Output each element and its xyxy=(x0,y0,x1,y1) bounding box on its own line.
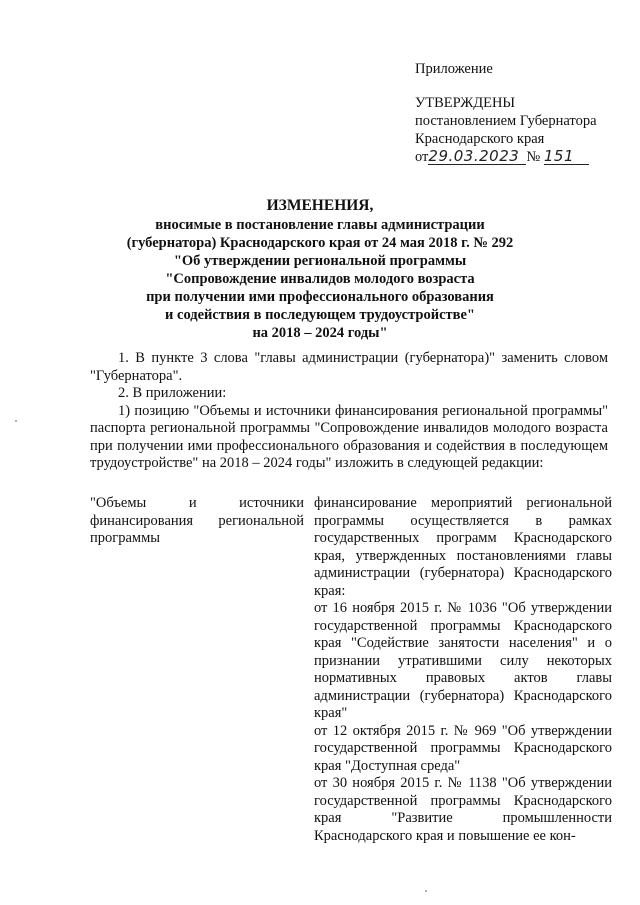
table-right-paragraph: от 12 октября 2015 г. № 969 "Об утверждении государственной программы Краснодарского края "Доступная среда" xyxy=(314,722,612,774)
body-text xyxy=(90,350,608,473)
paragraph-1: 1. В пункте 3 слова "главы администрации (губернатора)" заменить словом "Губернатора". xyxy=(90,350,608,384)
table-right-cell xyxy=(314,495,612,845)
table-left-cell: "Объемы и источники финансирования региональной программы xyxy=(90,495,304,546)
title-line: вносимые в постановление главы администрации xyxy=(155,217,485,233)
title-line: (губернатора) Краснодарского края от 24 мая 2018 г. № 292 xyxy=(126,235,514,251)
title-line: и содействия в последующем трудоустройстве" xyxy=(165,307,475,323)
handwritten-number: 151 xyxy=(544,149,589,165)
title-line: "Об утверждении региональной программы xyxy=(173,253,467,269)
document-title xyxy=(95,197,545,342)
table-right-paragraph: финансирование мероприятий региональной программы осуществляется в рамках государственных программ Краснодарского края, утвержденных постановлениями главы администрации (губернатора) Краснодарского края: xyxy=(314,495,612,599)
appendix-label: Приложение xyxy=(415,61,493,77)
paragraph-3: 1) позицию "Объемы и источники финансирования региональной программы" паспорта региональной программы "Сопровождение инвалидов молодого возраста при получении ими профессионального образования и содействия в последующем трудоустройстве" на 2018 – 2024 годы" изложить в следующей редакции: xyxy=(90,402,608,471)
from-label: от xyxy=(415,149,429,165)
handwritten-date: 29.03.2023 xyxy=(428,149,526,165)
number-label: № xyxy=(526,149,541,165)
title-line: при получении ими профессионального образования xyxy=(146,289,494,305)
table-right-paragraph: от 30 ноября 2015 г. № 1138 "Об утверждении государственной программы Краснодарского края "Развитие промышленности Краснодарского края и повышение ее кон- xyxy=(314,775,612,844)
approved-label: УТВЕРЖДЕНЫ xyxy=(415,95,516,111)
approval-line-1: постановлением Губернатора xyxy=(415,113,597,129)
approval-line-2: Краснодарского края xyxy=(415,131,545,147)
title-line: на 2018 – 2024 годы" xyxy=(252,325,388,341)
scan-speck xyxy=(425,890,427,892)
title-main: ИЗМЕНЕНИЯ, xyxy=(266,197,374,214)
table-right-paragraph: от 16 ноября 2015 г. № 1036 "Об утверждении государственной программы Краснодарского края "Содействие занятости населения" и о признании утратившими силу некоторых нормативных правовых актов главы администрации (губернатора) Краснодарского края" xyxy=(314,600,612,721)
funding-table xyxy=(90,495,612,845)
scan-speck xyxy=(15,420,17,422)
approval-block xyxy=(415,60,630,166)
approval-date-number xyxy=(415,148,630,166)
title-line: "Сопровождение инвалидов молодого возраста xyxy=(165,271,475,287)
paragraph-2: 2. В приложении: xyxy=(118,385,227,401)
